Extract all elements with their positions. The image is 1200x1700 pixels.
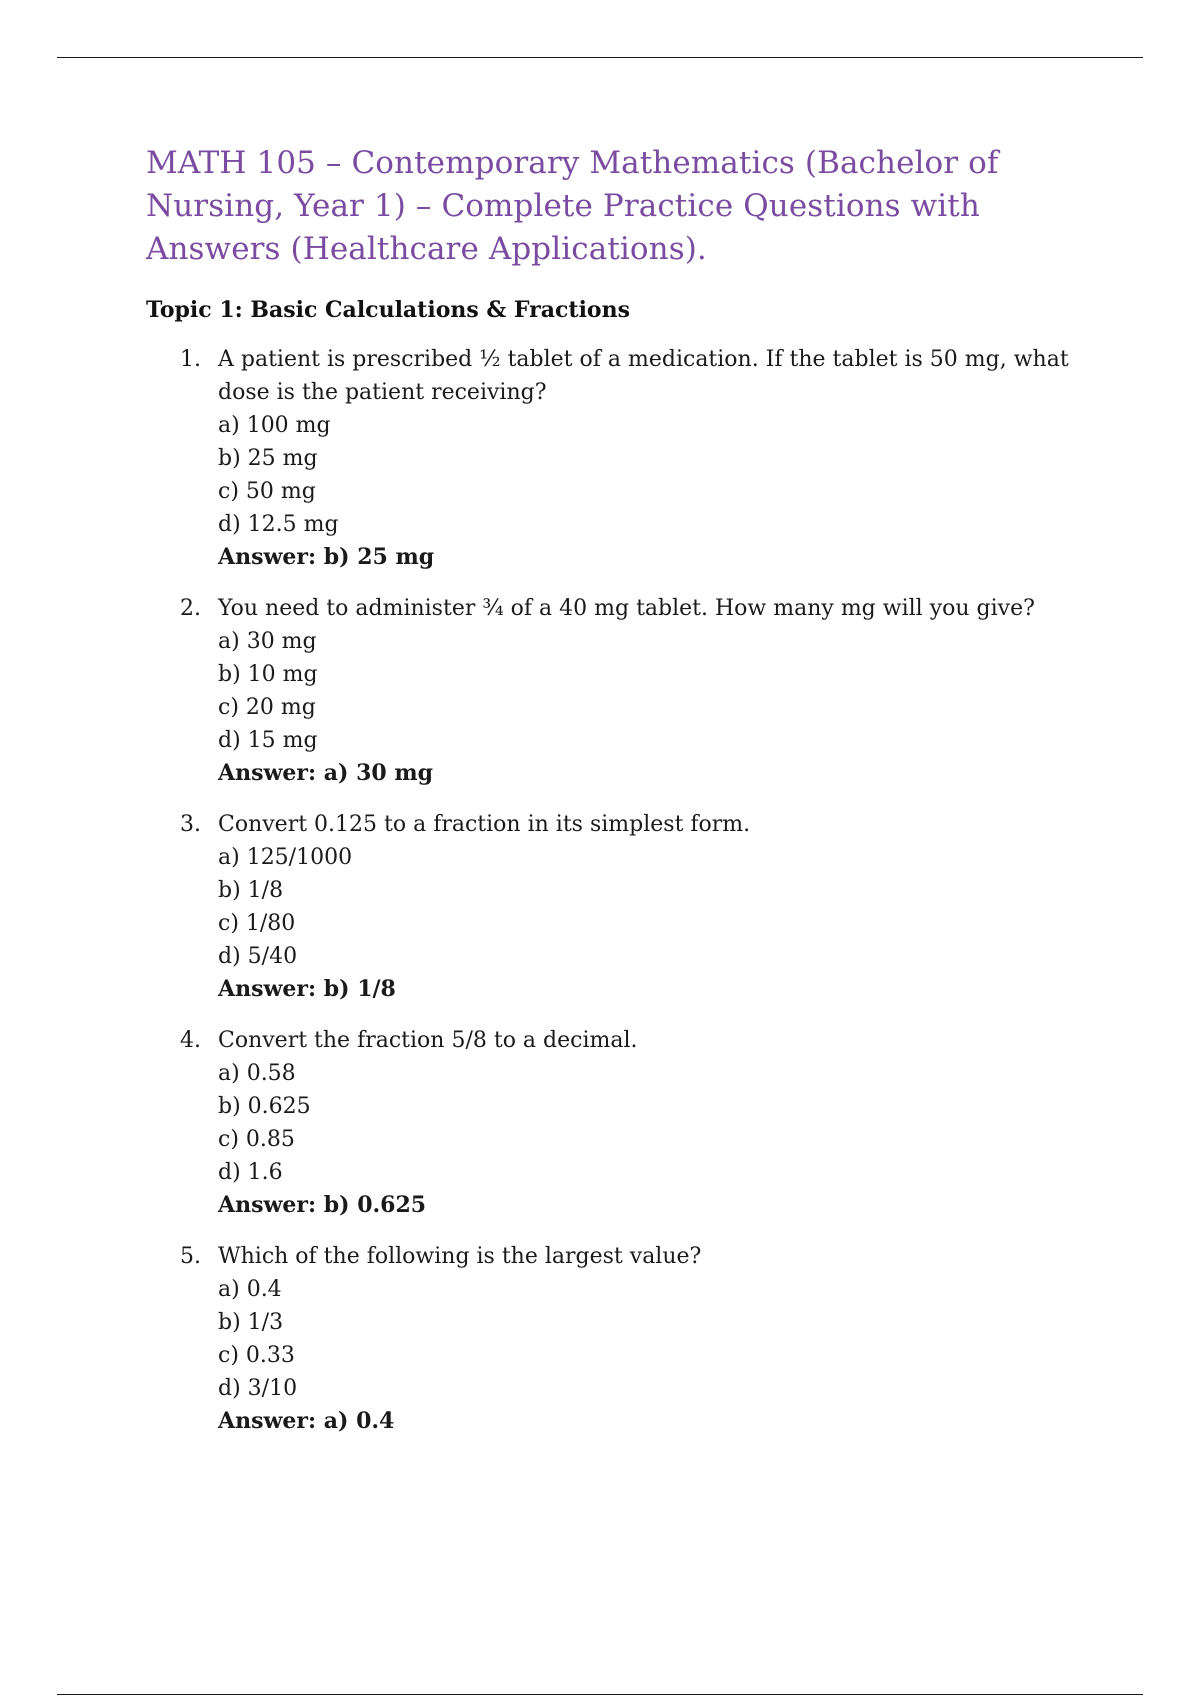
option-d: d) 5/40 bbox=[218, 944, 298, 969]
option-c: c) 0.85 bbox=[218, 1127, 295, 1152]
answer-line: Answer: a) 30 mg bbox=[218, 760, 434, 786]
bottom-rule bbox=[57, 1694, 1143, 1695]
option-c: c) 0.33 bbox=[218, 1343, 295, 1368]
option-d: d) 1.6 bbox=[218, 1160, 283, 1185]
option-list bbox=[218, 1273, 1106, 1405]
answer-line: Answer: a) 0.4 bbox=[218, 1408, 395, 1434]
document-body bbox=[146, 142, 1106, 1456]
question-item bbox=[146, 808, 1106, 1006]
question-text: Which of the following is the largest value? bbox=[218, 1244, 702, 1269]
question-number: 2. bbox=[180, 596, 201, 621]
option-b: b) 1/8 bbox=[218, 878, 284, 903]
option-b: b) 10 mg bbox=[218, 662, 318, 687]
option-b: b) 25 mg bbox=[218, 446, 318, 471]
question-list bbox=[146, 343, 1106, 1438]
question-item bbox=[146, 1240, 1106, 1438]
answer-line: Answer: b) 0.625 bbox=[218, 1192, 427, 1218]
option-b: b) 1/3 bbox=[218, 1310, 284, 1335]
option-b: b) 0.625 bbox=[218, 1094, 311, 1119]
question-number: 3. bbox=[180, 812, 201, 837]
option-c: c) 20 mg bbox=[218, 695, 316, 720]
question-number: 4. bbox=[180, 1028, 201, 1053]
option-c: c) 50 mg bbox=[218, 479, 316, 504]
option-d: d) 12.5 mg bbox=[218, 512, 339, 537]
question-text: A patient is prescribed ½ tablet of a medication. If the tablet is 50 mg, what dose is the patient receiving? bbox=[218, 347, 1069, 405]
option-list bbox=[218, 409, 1106, 541]
answer-line: Answer: b) 1/8 bbox=[218, 976, 396, 1002]
question-item bbox=[146, 343, 1106, 574]
option-list bbox=[218, 625, 1106, 757]
option-a: a) 0.4 bbox=[218, 1277, 282, 1302]
option-list bbox=[218, 1057, 1106, 1189]
option-a: a) 125/1000 bbox=[218, 845, 353, 870]
option-list bbox=[218, 841, 1106, 973]
option-a: a) 30 mg bbox=[218, 629, 317, 654]
option-c: c) 1/80 bbox=[218, 911, 296, 936]
top-rule bbox=[57, 57, 1143, 58]
question-text: You need to administer ¾ of a 40 mg tablet. How many mg will you give? bbox=[218, 596, 1035, 621]
option-a: a) 0.58 bbox=[218, 1061, 296, 1086]
question-text: Convert 0.125 to a fraction in its simplest form. bbox=[218, 812, 751, 837]
question-text: Convert the fraction 5/8 to a decimal. bbox=[218, 1028, 638, 1053]
question-item bbox=[146, 1024, 1106, 1222]
option-d: d) 3/10 bbox=[218, 1376, 298, 1401]
answer-line: Answer: b) 25 mg bbox=[218, 544, 435, 570]
document-title: MATH 105 – Contemporary Mathematics (Bachelor of Nursing, Year 1) – Complete Practice Questions with Answers (Healthcare Applications). bbox=[146, 145, 999, 267]
question-number: 5. bbox=[180, 1244, 201, 1269]
question-number: 1. bbox=[180, 347, 201, 372]
topic-heading: Topic 1: Basic Calculations & Fractions bbox=[146, 297, 630, 323]
question-item bbox=[146, 592, 1106, 790]
option-d: d) 15 mg bbox=[218, 728, 318, 753]
option-a: a) 100 mg bbox=[218, 413, 331, 438]
